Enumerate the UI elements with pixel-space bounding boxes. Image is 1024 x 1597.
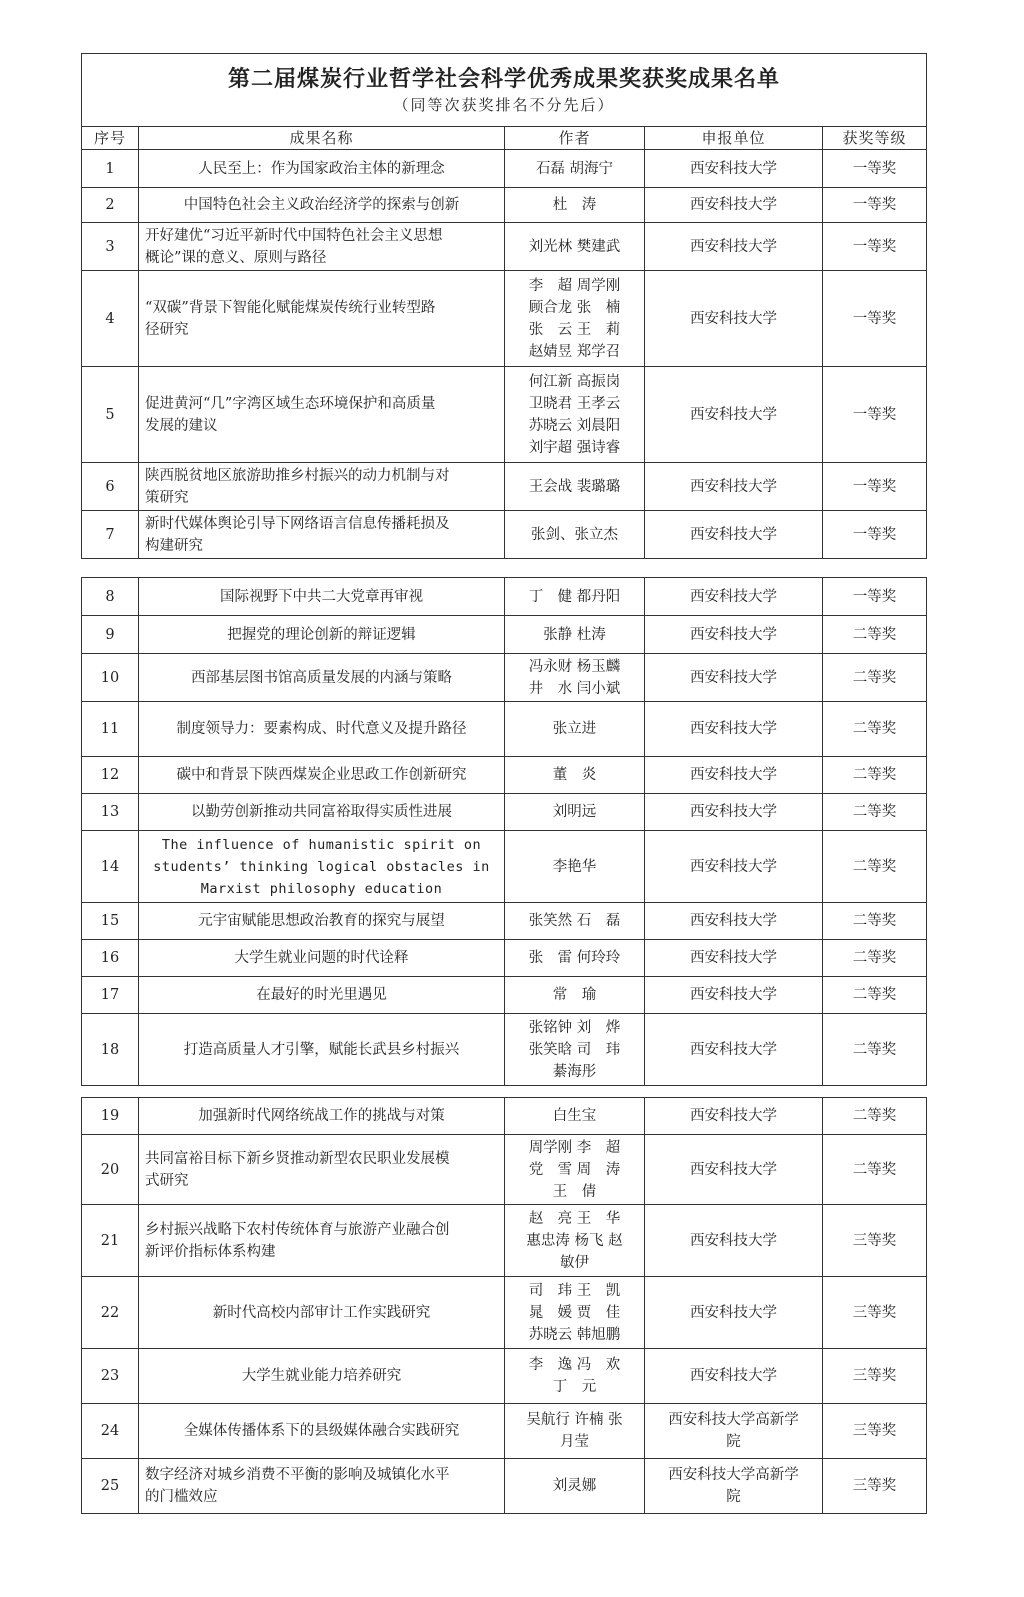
authors-line: 常 瑜: [552, 987, 597, 1003]
applying-unit-line: 西安科技大学: [690, 950, 777, 966]
achievement-name-line: “双碳”背景下智能化赋能煤炭传统行业转型路: [145, 299, 436, 316]
row-number: 3: [82, 223, 139, 271]
applying-unit-line: 西安科技大学: [690, 1041, 777, 1058]
authors: [505, 794, 645, 831]
award-level: 二等奖: [823, 940, 927, 977]
achievement-name-line: Marxist philosophy education: [200, 880, 443, 897]
achievement-name-line: 国际视野下中共二大党章再审视: [220, 588, 423, 605]
authors-line: 董 炎: [552, 767, 597, 783]
row-number: 5: [82, 367, 139, 463]
authors-line: 井 水 闫小斌: [528, 680, 621, 697]
applying-unit: [645, 1014, 823, 1086]
applying-unit: [645, 1205, 823, 1277]
achievement-name: [139, 616, 505, 654]
applying-unit: [645, 1135, 823, 1205]
achievement-name-line: 人民至上：作为国家政治主体的新理念: [198, 160, 445, 177]
applying-unit: [645, 463, 823, 511]
authors-line: 惠忠涛 杨飞 赵: [526, 1232, 623, 1249]
applying-unit: [645, 1098, 823, 1135]
authors: [505, 1014, 645, 1086]
applying-unit: [645, 367, 823, 463]
table-row: [82, 977, 927, 1014]
applying-unit-line: 西安科技大学: [690, 1161, 777, 1178]
award-level: 一等奖: [823, 578, 927, 616]
authors: [505, 1459, 645, 1514]
row-number: 12: [82, 757, 139, 794]
applying-unit: [645, 1404, 823, 1459]
authors: [505, 223, 645, 271]
applying-unit: [645, 511, 823, 559]
row-number: 18: [82, 1014, 139, 1086]
authors-line: 吴航行 许楠 张: [526, 1412, 623, 1428]
authors-line: 顾合龙 张 楠: [528, 299, 621, 316]
applying-unit: [645, 977, 823, 1014]
authors: [505, 1135, 645, 1205]
achievement-name-line: 加强新时代网络统战工作的挑战与对策: [198, 1108, 445, 1124]
achievement-name-line: 数字经济对城乡消费不平衡的影响及城镇化水平: [145, 1467, 450, 1483]
applying-unit: [645, 223, 823, 271]
achievement-name-line: 径研究: [145, 321, 189, 338]
table-row: [82, 1349, 927, 1404]
row-number: 2: [82, 188, 139, 223]
authors: [505, 940, 645, 977]
authors-line: 綦海彤: [552, 1063, 597, 1080]
row-number: 16: [82, 940, 139, 977]
row-number: 15: [82, 903, 139, 940]
authors: [505, 511, 645, 559]
page-subtitle: （同等次获奖排名不分先后）: [393, 96, 615, 114]
authors-line: 张笑然 石 磊: [528, 913, 621, 929]
table-row: [82, 367, 927, 463]
authors-line: 张笑晗 司 玮: [528, 1041, 621, 1058]
row-number: 6: [82, 463, 139, 511]
achievement-name: [139, 1404, 505, 1459]
achievement-name: [139, 940, 505, 977]
row-number: 21: [82, 1205, 139, 1277]
applying-unit: [645, 1277, 823, 1349]
table-row: [82, 1098, 927, 1135]
achievement-name-line: 大学生就业问题的时代诠释: [234, 950, 409, 966]
row-number: 10: [82, 654, 139, 702]
row-number: 1: [82, 150, 139, 188]
authors-line: 晁 媛 贾 佳: [528, 1304, 621, 1321]
applying-unit-line: 西安科技大学: [690, 669, 777, 686]
col-header-author: 作者: [505, 127, 645, 150]
award-level: 二等奖: [823, 1014, 927, 1086]
applying-unit-line: 西安科技大学: [690, 987, 777, 1003]
award-level: 一等奖: [823, 188, 927, 223]
applying-unit-line: 西安科技大学: [690, 588, 777, 605]
achievement-name-line: 概论”课的意义、原则与路径: [145, 249, 327, 266]
award-level: 一等奖: [823, 271, 927, 367]
authors-line: 敏伊: [560, 1254, 589, 1271]
achievement-name-line: 策研究: [145, 489, 189, 506]
achievement-name: [139, 831, 505, 903]
authors-line: 刘宇超 强诗睿: [528, 439, 621, 456]
applying-unit-line: 院: [726, 1489, 741, 1505]
applying-unit-line: 西安科技大学: [690, 626, 777, 643]
achievement-name-line: 中国特色社会主义政治经济学的探索与创新: [183, 197, 460, 213]
applying-unit-line: 西安科技大学: [690, 197, 777, 213]
table-row: [82, 1277, 927, 1349]
col-header-unit: 申报单位: [645, 127, 823, 150]
table-row: [82, 1135, 927, 1205]
authors-line: 月莹: [560, 1434, 589, 1450]
achievement-name-line: 大学生就业能力培养研究: [241, 1368, 402, 1384]
authors: [505, 1349, 645, 1404]
award-table-page-3: [81, 1097, 927, 1514]
table-row: [82, 1205, 927, 1277]
applying-unit: [645, 188, 823, 223]
award-level: 二等奖: [823, 977, 927, 1014]
achievement-name: [139, 150, 505, 188]
table-row: [82, 940, 927, 977]
authors: [505, 616, 645, 654]
authors-line: 张静 杜涛: [543, 626, 606, 643]
authors-line: 周学刚 李 超: [528, 1139, 621, 1156]
authors: [505, 463, 645, 511]
award-level: 三等奖: [823, 1277, 927, 1349]
achievement-name: [139, 1135, 505, 1205]
authors-line: 石磊 胡海宁: [535, 160, 614, 177]
achievement-name: [139, 1349, 505, 1404]
applying-unit-line: 西安科技大学: [690, 858, 777, 875]
applying-unit-line: 西安科技大学: [690, 238, 777, 255]
authors-line: 张剑、张立杰: [531, 526, 618, 543]
applying-unit-line: 西安科技大学: [690, 913, 777, 929]
achievement-name-line: 乡村振兴战略下农村传统体育与旅游产业融合创: [145, 1221, 450, 1238]
authors: [505, 903, 645, 940]
award-table-page-1: [81, 53, 927, 559]
row-number: 17: [82, 977, 139, 1014]
applying-unit-line: 西安科技大学: [690, 767, 777, 783]
award-level: 二等奖: [823, 702, 927, 757]
achievement-name: [139, 1459, 505, 1514]
applying-unit: [645, 578, 823, 616]
authors-line: 党 雪 周 涛: [528, 1161, 621, 1178]
title-cell: [82, 54, 927, 127]
achievement-name: [139, 903, 505, 940]
award-level: 一等奖: [823, 223, 927, 271]
achievement-name-line: 以勤劳创新推动共同富裕取得实质性进展: [191, 804, 452, 820]
achievement-name: [139, 702, 505, 757]
achievement-name: [139, 794, 505, 831]
row-number: 11: [82, 702, 139, 757]
row-number: 19: [82, 1098, 139, 1135]
applying-unit-line: 西安科技大学: [690, 160, 777, 177]
row-number: 8: [82, 578, 139, 616]
achievement-name: [139, 1014, 505, 1086]
award-level: 二等奖: [823, 903, 927, 940]
achievement-name-line: 打造高质量人才引擎，赋能长武县乡村振兴: [183, 1041, 460, 1058]
row-number: 22: [82, 1277, 139, 1349]
achievement-name-line: 制度领导力：要素构成、时代意义及提升路径: [176, 721, 467, 737]
authors-line: 李 逸 冯 欢: [528, 1357, 621, 1373]
table-row: [82, 616, 927, 654]
applying-unit: [645, 616, 823, 654]
authors-line: 丁 元: [552, 1379, 597, 1395]
achievement-name-line: 元宇宙赋能思想政治教育的探究与展望: [198, 913, 445, 929]
table-header-row: [82, 127, 927, 150]
authors-line: 王 倩: [552, 1183, 597, 1200]
authors-line: 丁 健 都丹阳: [528, 588, 621, 605]
achievement-name-line: 共同富裕目标下新乡贤推动新型农民职业发展模: [145, 1150, 450, 1167]
applying-unit-line: 西安科技大学: [690, 804, 777, 820]
achievement-name: [139, 271, 505, 367]
achievement-name-line: 开好建优“习近平新时代中国特色社会主义思想: [145, 227, 443, 244]
authors: [505, 1277, 645, 1349]
achievement-name: [139, 578, 505, 616]
authors-line: 张铭钟 刘 烨: [528, 1019, 621, 1036]
applying-unit: [645, 1459, 823, 1514]
authors-line: 杜 涛: [552, 197, 597, 213]
row-number: 9: [82, 616, 139, 654]
table-row: [82, 903, 927, 940]
applying-unit: [645, 831, 823, 903]
applying-unit-line: 西安科技大学高新学: [668, 1467, 799, 1483]
achievement-name-line: 碳中和背景下陕西煤炭企业思政工作创新研究: [176, 767, 467, 783]
authors: [505, 578, 645, 616]
table-row: [82, 511, 927, 559]
award-level: 二等奖: [823, 831, 927, 903]
award-level: 三等奖: [823, 1349, 927, 1404]
authors: [505, 1098, 645, 1135]
applying-unit: [645, 271, 823, 367]
applying-unit-line: 西安科技大学: [690, 526, 777, 543]
table-row: [82, 578, 927, 616]
achievement-name-line: 陕西脱贫地区旅游助推乡村振兴的动力机制与对: [145, 467, 450, 484]
applying-unit: [645, 654, 823, 702]
authors: [505, 831, 645, 903]
row-number: 24: [82, 1404, 139, 1459]
row-number: 23: [82, 1349, 139, 1404]
applying-unit: [645, 794, 823, 831]
applying-unit-line: 院: [726, 1434, 741, 1450]
award-level: 一等奖: [823, 511, 927, 559]
table-row: [82, 794, 927, 831]
authors-line: 刘灵娜: [552, 1478, 597, 1494]
authors-line: 赵婧昱 郑学召: [528, 343, 621, 360]
table-row: [82, 150, 927, 188]
achievement-name-line: 全媒体传播体系下的县级媒体融合实践研究: [183, 1423, 460, 1439]
authors-line: 李 超 周学刚: [528, 277, 621, 294]
row-number: 14: [82, 831, 139, 903]
achievement-name: [139, 1205, 505, 1277]
achievement-name-line: The influence of humanistic spirit on: [161, 836, 482, 853]
authors-line: 王会战 裴璐璐: [528, 478, 621, 495]
applying-unit-line: 西安科技大学: [690, 1108, 777, 1124]
award-level: 三等奖: [823, 1459, 927, 1514]
achievement-name-line: 新评价指标体系构建: [145, 1243, 276, 1260]
achievement-name: [139, 188, 505, 223]
achievement-name-line: 发展的建议: [145, 417, 218, 434]
applying-unit: [645, 940, 823, 977]
achievement-name: [139, 511, 505, 559]
achievement-name-line: students’ thinking logical obstacles in: [153, 858, 490, 875]
table-row: [82, 757, 927, 794]
authors-line: 赵 亮 王 华: [528, 1210, 621, 1227]
table-row: [82, 223, 927, 271]
applying-unit-line: 西安科技大学: [690, 721, 777, 737]
achievement-name: [139, 463, 505, 511]
applying-unit: [645, 1349, 823, 1404]
award-level: 二等奖: [823, 616, 927, 654]
applying-unit: [645, 702, 823, 757]
authors: [505, 271, 645, 367]
authors: [505, 654, 645, 702]
authors-line: 何江新 高振岗: [528, 373, 621, 390]
authors: [505, 1404, 645, 1459]
award-level: 一等奖: [823, 367, 927, 463]
authors-line: 李艳华: [552, 858, 597, 875]
table-row: [82, 702, 927, 757]
achievement-name: [139, 367, 505, 463]
applying-unit: [645, 150, 823, 188]
authors: [505, 367, 645, 463]
applying-unit-line: 西安科技大学: [690, 1232, 777, 1249]
authors: [505, 977, 645, 1014]
award-level: 一等奖: [823, 463, 927, 511]
authors-line: 苏晓云 刘晨阳: [528, 417, 621, 434]
authors: [505, 150, 645, 188]
applying-unit-line: 西安科技大学: [690, 1368, 777, 1384]
table-row: [82, 831, 927, 903]
award-level: 二等奖: [823, 1098, 927, 1135]
authors-line: 刘明远: [552, 804, 597, 820]
award-level: 二等奖: [823, 654, 927, 702]
achievement-name: [139, 977, 505, 1014]
achievement-name-line: 式研究: [145, 1172, 189, 1189]
authors-line: 张 云 王 莉: [528, 321, 621, 338]
achievement-name-line: 在最好的时光里遇见: [256, 987, 387, 1003]
achievement-name-line: 的门槛效应: [145, 1489, 218, 1505]
page-title: 第二届煤炭行业哲学社会科学优秀成果奖获奖成果名单: [228, 67, 781, 92]
achievement-name: [139, 654, 505, 702]
authors-line: 刘光林 樊建武: [528, 238, 621, 255]
award-level: 二等奖: [823, 1135, 927, 1205]
authors-line: 司 玮 王 凯: [528, 1282, 621, 1299]
award-level: 二等奖: [823, 757, 927, 794]
achievement-name-line: 构建研究: [145, 537, 203, 554]
table-row: [82, 188, 927, 223]
award-level: 一等奖: [823, 150, 927, 188]
row-number: 25: [82, 1459, 139, 1514]
row-number: 4: [82, 271, 139, 367]
table-row: [82, 463, 927, 511]
row-number: 13: [82, 794, 139, 831]
authors: [505, 1205, 645, 1277]
row-number: 7: [82, 511, 139, 559]
authors-line: 张立进: [552, 721, 597, 737]
achievement-name-line: 新时代高校内部审计工作实践研究: [212, 1304, 431, 1321]
achievement-name-line: 新时代媒体舆论引导下网络语言信息传播耗损及: [145, 515, 450, 532]
authors: [505, 757, 645, 794]
row-number: 20: [82, 1135, 139, 1205]
table-row: [82, 1014, 927, 1086]
authors-line: 白生宝: [552, 1108, 597, 1124]
authors: [505, 188, 645, 223]
applying-unit-line: 西安科技大学高新学: [668, 1412, 799, 1428]
col-header-name: 成果名称: [139, 127, 505, 150]
applying-unit-line: 西安科技大学: [690, 406, 777, 423]
award-table-page-2: [81, 577, 927, 1086]
col-header-level: 获奖等级: [823, 127, 927, 150]
applying-unit-line: 西安科技大学: [690, 478, 777, 495]
achievement-name-line: 西部基层图书馆高质量发展的内涵与策略: [191, 669, 452, 686]
achievement-name-line: 把握党的理论创新的辩证逻辑: [227, 626, 416, 643]
applying-unit: [645, 757, 823, 794]
award-level: 三等奖: [823, 1205, 927, 1277]
applying-unit-line: 西安科技大学: [690, 310, 777, 327]
table-row: [82, 1404, 927, 1459]
achievement-name: [139, 1098, 505, 1135]
authors-line: 冯永财 杨玉麟: [528, 658, 621, 675]
award-level: 三等奖: [823, 1404, 927, 1459]
authors-line: 张 雷 何玲玲: [528, 950, 621, 966]
achievement-name-line: 促进黄河“几”字湾区域生态环境保护和高质量: [145, 395, 436, 412]
table-row: [82, 271, 927, 367]
achievement-name: [139, 1277, 505, 1349]
award-level: 二等奖: [823, 794, 927, 831]
achievement-name: [139, 757, 505, 794]
applying-unit: [645, 903, 823, 940]
table-row: [82, 654, 927, 702]
col-header-no: 序号: [82, 127, 139, 150]
table-row: [82, 1459, 927, 1514]
authors-line: 卫晓君 王孝云: [528, 395, 621, 412]
authors-line: 苏晓云 韩旭鹏: [528, 1326, 621, 1343]
applying-unit-line: 西安科技大学: [690, 1304, 777, 1321]
authors: [505, 702, 645, 757]
achievement-name: [139, 223, 505, 271]
